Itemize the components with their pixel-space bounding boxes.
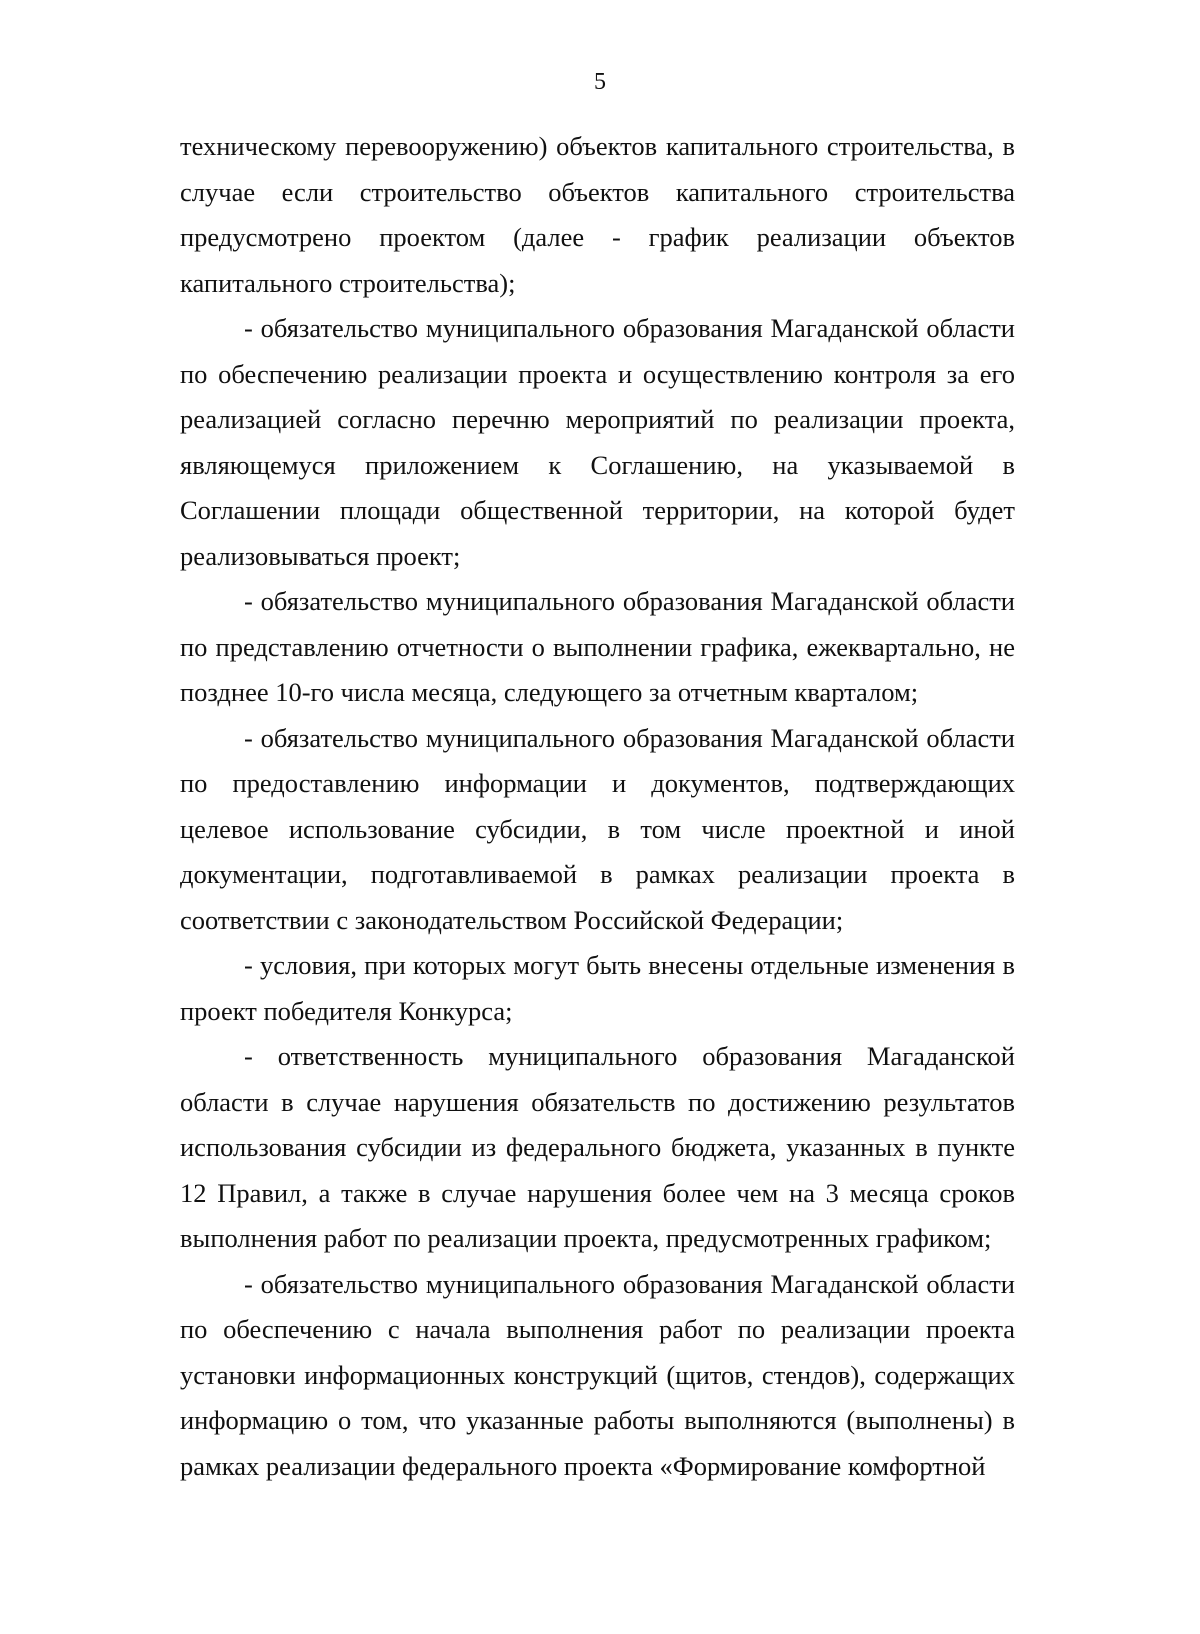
paragraph-info-boards-obligation: - обязательство муниципального образования Магаданской области по обеспечению с начала выполнения работ по реализации проекта установки информационных конструкций (щитов, стендов), содержащих информацию о том, что указанные работы выполняются (выполнены) в рамках реализации федерального проекта «Формирование комфортной bbox=[180, 1268, 1015, 1481]
paragraph-continuation: техническому перевооружению) объектов капитального строительства, в случае если строительство объектов капитального строительства предусмотрено проектом (далее - график реализации объектов капитального строительства); bbox=[180, 131, 1015, 298]
paragraph-implementation-obligation: - обязательство муниципального образования Магаданской области по обеспечению реализации проекта и осуществлению контроля за его реализацией согласно перечню мероприятий по реализации проекта, являющемуся приложением к Соглашению, на указываемой в Соглашении площади общественной территории, на которой будет реализовываться проект; bbox=[180, 313, 1015, 571]
paragraph-change-conditions: - условия, при которых могут быть внесены отдельные изменения в проект победителя Конкурса; bbox=[180, 950, 1015, 1026]
document-body bbox=[180, 124, 1015, 1489]
paragraph-reporting-obligation: - обязательство муниципального образования Магаданской области по представлению отчетности о выполнении графика, ежеквартально, не позднее 10-го числа месяца, следующего за отчетным кварталом; bbox=[180, 586, 1015, 707]
paragraph-responsibility: - ответственность муниципального образования Магаданской области в случае нарушения обязательств по достижению результатов использования субсидии из федерального бюджета, указанных в пункте 12 Правил, а также в случае нарушения более чем на 3 месяца сроков выполнения работ по реализации проекта, предусмотренных графиком; bbox=[180, 1041, 1015, 1253]
page-number: 5 bbox=[594, 69, 606, 95]
paragraph-documents-obligation: - обязательство муниципального образования Магаданской области по предоставлению информации и документов, подтверждающих целевое использование субсидии, в том числе проектной и иной документации, подготавливаемой в рамках реализации проекта в соответствии с законодательством Российской Федерации; bbox=[180, 722, 1015, 935]
